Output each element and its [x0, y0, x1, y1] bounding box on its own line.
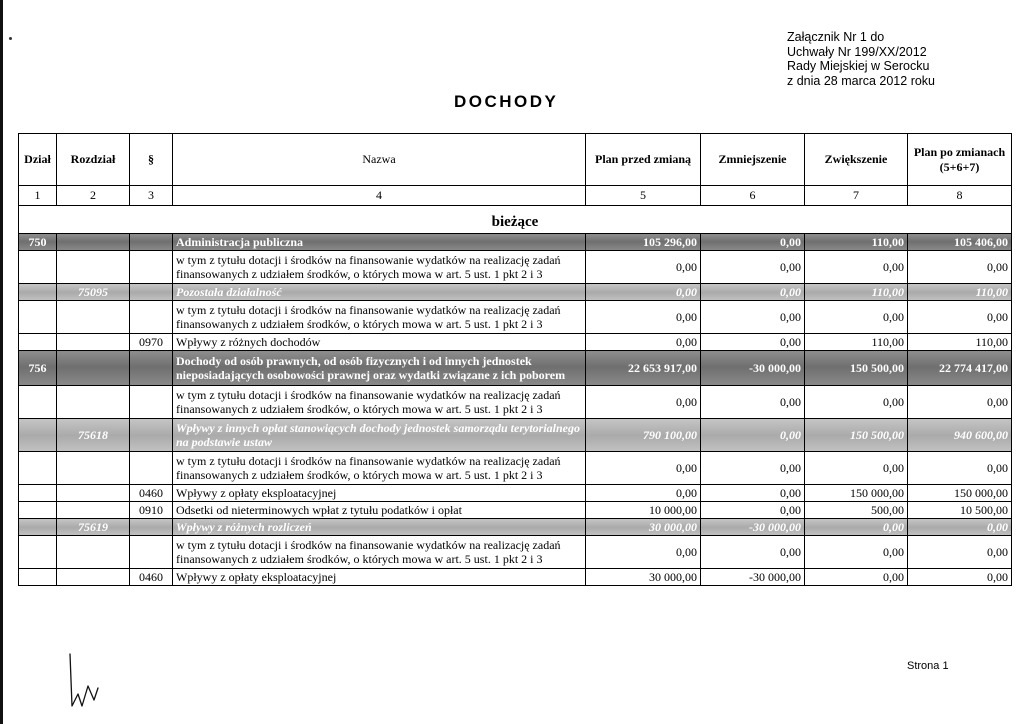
cell-nazwa: [173, 351, 586, 386]
cell-zwiekszenie: 150 000,00: [805, 485, 908, 502]
cell-nazwa: [173, 419, 586, 452]
cell-plan-po: 22 774 417,00: [908, 351, 1012, 386]
page-title: DOCHODY: [454, 92, 559, 111]
cell-dzial: [19, 452, 57, 485]
cell-plan-przed: 0,00: [586, 386, 701, 419]
cell-zmniejszenie: 0,00: [701, 419, 805, 452]
cell-nazwa-line2: finansowanych z udziałem środków, o których mowa w art. 5 ust. 1 pkt 2 i 3: [176, 552, 543, 566]
cell-dzial: [19, 251, 57, 284]
cell-zmniejszenie: -30 000,00: [701, 519, 805, 536]
cell-zmniejszenie: 0,00: [701, 452, 805, 485]
table-row: [19, 569, 1012, 586]
colnum-6: 6: [701, 186, 805, 206]
table-row: [19, 284, 1012, 301]
cell-rozdzial: [57, 502, 130, 519]
cell-nazwa-line2: finansowanych z udziałem środków, o których mowa w art. 5 ust. 1 pkt 2 i 3: [176, 267, 543, 281]
cell-plan-przed: 10 000,00: [586, 502, 701, 519]
cell-rozdzial: [57, 234, 130, 251]
cell-paragraf: 0460: [130, 569, 173, 586]
cell-paragraf: [130, 536, 173, 569]
cell-nazwa-line1: Pozostała działalność: [176, 285, 282, 299]
cell-zmniejszenie: 0,00: [701, 301, 805, 334]
table-row: [19, 519, 1012, 536]
cell-zwiekszenie: 0,00: [805, 536, 908, 569]
cell-plan-przed: 790 100,00: [586, 419, 701, 452]
cell-paragraf: [130, 301, 173, 334]
colnum-2: 2: [57, 186, 130, 206]
cell-dzial: [19, 301, 57, 334]
cell-zmniejszenie: 0,00: [701, 386, 805, 419]
cell-paragraf: [130, 234, 173, 251]
cell-zmniejszenie: 0,00: [701, 234, 805, 251]
cell-zmniejszenie: 0,00: [701, 251, 805, 284]
cell-zmniejszenie: 0,00: [701, 284, 805, 301]
cell-paragraf: 0910: [130, 502, 173, 519]
cell-nazwa-line2: na podstawie ustaw: [176, 435, 273, 449]
cell-nazwa-line2: finansowanych z udziałem środków, o których mowa w art. 5 ust. 1 pkt 2 i 3: [176, 468, 543, 482]
cell-nazwa: [173, 301, 586, 334]
cell-zwiekszenie: 0,00: [805, 569, 908, 586]
cell-nazwa: [173, 452, 586, 485]
cell-dzial: [19, 334, 57, 351]
cell-nazwa: [173, 536, 586, 569]
cell-dzial: [19, 536, 57, 569]
colnum-8: 8: [908, 186, 1012, 206]
cell-plan-przed: 30 000,00: [586, 519, 701, 536]
header-plan-przed: Plan przed zmianą: [586, 134, 701, 186]
cell-rozdzial: [57, 452, 130, 485]
section-label: bieżące: [19, 206, 1012, 234]
cell-dzial: [19, 419, 57, 452]
cell-zmniejszenie: 0,00: [701, 334, 805, 351]
cell-dzial: [19, 386, 57, 419]
table-row: [19, 301, 1012, 334]
cell-plan-przed: 0,00: [586, 284, 701, 301]
cell-dzial: 756: [19, 351, 57, 386]
cell-paragraf: [130, 519, 173, 536]
cell-plan-po: 105 406,00: [908, 234, 1012, 251]
header-paragraf: §: [130, 134, 173, 186]
cell-plan-po: 940 600,00: [908, 419, 1012, 452]
annex-line-1: Załącznik Nr 1 do: [787, 30, 885, 44]
cell-nazwa-line1: Wpływy z opłaty eksploatacyjnej: [176, 570, 337, 584]
cell-plan-po: 0,00: [908, 569, 1012, 586]
cell-zwiekszenie: 0,00: [805, 251, 908, 284]
cell-nazwa-line1: w tym z tytułu dotacji i środków na finansowanie wydatków na realizację zadań: [176, 388, 561, 402]
cell-nazwa: [173, 234, 586, 251]
cell-nazwa-line1: w tym z tytułu dotacji i środków na finansowanie wydatków na realizację zadań: [176, 454, 561, 468]
header-nazwa: Nazwa: [173, 134, 586, 186]
cell-zmniejszenie: 0,00: [701, 485, 805, 502]
cell-nazwa: [173, 519, 586, 536]
cell-nazwa-line1: Odsetki od nieterminowych wpłat z tytułu podatków i opłat: [176, 503, 462, 517]
cell-zwiekszenie: 110,00: [805, 284, 908, 301]
annex-line-2: Uchwały Nr 199/XX/2012: [787, 44, 927, 59]
cell-rozdzial: [57, 301, 130, 334]
cell-plan-przed: 0,00: [586, 452, 701, 485]
table-row: [19, 452, 1012, 485]
cell-nazwa-line1: w tym z tytułu dotacji i środków na finansowanie wydatków na realizację zadań: [176, 253, 561, 267]
cell-plan-przed: 30 000,00: [586, 569, 701, 586]
cell-plan-przed: 22 653 917,00: [586, 351, 701, 386]
cell-plan-po: 0,00: [908, 536, 1012, 569]
cell-nazwa: [173, 502, 586, 519]
cell-zwiekszenie: 110,00: [805, 334, 908, 351]
header-dzial: Dział: [19, 134, 57, 186]
cell-paragraf: [130, 284, 173, 301]
table-row: [19, 419, 1012, 452]
annex-header: [787, 30, 935, 88]
cell-zwiekszenie: 0,00: [805, 519, 908, 536]
cell-plan-po: 10 500,00: [908, 502, 1012, 519]
cell-dzial: [19, 284, 57, 301]
cell-plan-przed: 0,00: [586, 485, 701, 502]
cell-paragraf: [130, 419, 173, 452]
colnum-7: 7: [805, 186, 908, 206]
cell-rozdzial: 75618: [57, 419, 130, 452]
table-row: [19, 502, 1012, 519]
cell-nazwa: [173, 485, 586, 502]
cell-paragraf: [130, 251, 173, 284]
cell-zwiekszenie: 0,00: [805, 301, 908, 334]
section-row: [19, 206, 1012, 234]
cell-plan-po: 0,00: [908, 251, 1012, 284]
cell-zwiekszenie: 150 500,00: [805, 351, 908, 386]
table-row: [19, 234, 1012, 251]
cell-rozdzial: [57, 251, 130, 284]
cell-plan-przed: 0,00: [586, 536, 701, 569]
cell-plan-przed: 0,00: [586, 301, 701, 334]
table-row: [19, 334, 1012, 351]
header-row: [19, 134, 1012, 186]
annex-line-3: Rady Miejskiej w Serocku: [787, 59, 930, 73]
cell-zmniejszenie: 0,00: [701, 502, 805, 519]
cell-zmniejszenie: 0,00: [701, 536, 805, 569]
table-row: [19, 536, 1012, 569]
cell-nazwa-line2: nieposiadających osobowości prawnej oraz wydatki związane z ich poborem: [176, 368, 566, 382]
cell-zwiekszenie: 0,00: [805, 452, 908, 485]
cell-paragraf: [130, 386, 173, 419]
cell-plan-przed: 0,00: [586, 334, 701, 351]
colnum-1: 1: [19, 186, 57, 206]
header-zmniejszenie: Zmniejszenie: [701, 134, 805, 186]
cell-rozdzial: [57, 569, 130, 586]
cell-nazwa-line1: Dochody od osób prawnych, od osób fizycznych i od innych jednostek: [176, 354, 532, 368]
cell-rozdzial: [57, 485, 130, 502]
cell-rozdzial: 75095: [57, 284, 130, 301]
cell-plan-przed: 105 296,00: [586, 234, 701, 251]
cell-nazwa-line2: finansowanych z udziałem środków, o których mowa w art. 5 ust. 1 pkt 2 i 3: [176, 317, 543, 331]
cell-zwiekszenie: 150 500,00: [805, 419, 908, 452]
cell-plan-po: 0,00: [908, 519, 1012, 536]
cell-rozdzial: [57, 351, 130, 386]
cell-nazwa-line2: finansowanych z udziałem środków, o których mowa w art. 5 ust. 1 pkt 2 i 3: [176, 402, 543, 416]
cell-dzial: [19, 569, 57, 586]
table-row: [19, 485, 1012, 502]
colnum-3: 3: [130, 186, 173, 206]
cell-nazwa: [173, 284, 586, 301]
cell-nazwa-line1: Wpływy z różnych dochodów: [176, 335, 321, 349]
annex-line-4: z dnia 28 marca 2012 roku: [787, 73, 936, 88]
cell-nazwa: [173, 569, 586, 586]
cell-paragraf: 0460: [130, 485, 173, 502]
header-plan-po: [908, 134, 1012, 186]
colnum-4: 4: [173, 186, 586, 206]
cell-dzial: [19, 519, 57, 536]
header-rozdzial: Rozdział: [57, 134, 130, 186]
cell-paragraf: [130, 452, 173, 485]
cell-nazwa-line1: Wpływy z innych opłat stanowiących dochody jednostek samorządu terytorialnego: [176, 421, 581, 435]
cell-dzial: [19, 502, 57, 519]
cell-zwiekszenie: 500,00: [805, 502, 908, 519]
cell-zmniejszenie: -30 000,00: [701, 351, 805, 386]
cell-nazwa-line1: Wpływy z opłaty eksploatacyjnej: [176, 486, 337, 500]
header-plan-po-label: Plan po zmianach: [913, 144, 1006, 159]
cell-nazwa-line1: Wpływy z różnych rozliczeń: [176, 520, 312, 534]
cell-dzial: 750: [19, 234, 57, 251]
scan-speck: [9, 37, 12, 40]
header-zwiekszenie: Zwiększenie: [805, 134, 908, 186]
header-plan-po-formula: (5+6+7): [939, 159, 980, 174]
cell-nazwa: [173, 386, 586, 419]
cell-plan-po: 150 000,00: [908, 485, 1012, 502]
cell-plan-po: 0,00: [908, 386, 1012, 419]
cell-plan-po: 0,00: [908, 452, 1012, 485]
cell-dzial: [19, 485, 57, 502]
table-row: [19, 351, 1012, 386]
cell-rozdzial: [57, 536, 130, 569]
cell-rozdzial: [57, 386, 130, 419]
cell-rozdzial: 75619: [57, 519, 130, 536]
cell-nazwa: [173, 251, 586, 284]
column-number-row: [19, 186, 1012, 206]
cell-nazwa: [173, 334, 586, 351]
cell-zwiekszenie: 110,00: [805, 234, 908, 251]
table-row: [19, 386, 1012, 419]
income-table: [18, 133, 1012, 586]
cell-paragraf: [130, 351, 173, 386]
handwritten-signature: [66, 650, 126, 710]
cell-plan-po: 110,00: [908, 334, 1012, 351]
cell-paragraf: 0970: [130, 334, 173, 351]
cell-zmniejszenie: -30 000,00: [701, 569, 805, 586]
cell-nazwa-line1: Administracja publiczna: [176, 235, 304, 249]
cell-zwiekszenie: 0,00: [805, 386, 908, 419]
cell-plan-po: 110,00: [908, 284, 1012, 301]
cell-nazwa-line1: w tym z tytułu dotacji i środków na finansowanie wydatków na realizację zadań: [176, 303, 561, 317]
scan-edge-line: [0, 0, 3, 724]
page-number: Strona 1: [907, 660, 949, 672]
colnum-5: 5: [586, 186, 701, 206]
cell-plan-przed: 0,00: [586, 251, 701, 284]
cell-plan-po: 0,00: [908, 301, 1012, 334]
cell-nazwa-line1: w tym z tytułu dotacji i środków na finansowanie wydatków na realizację zadań: [176, 538, 561, 552]
table-row: [19, 251, 1012, 284]
cell-rozdzial: [57, 334, 130, 351]
